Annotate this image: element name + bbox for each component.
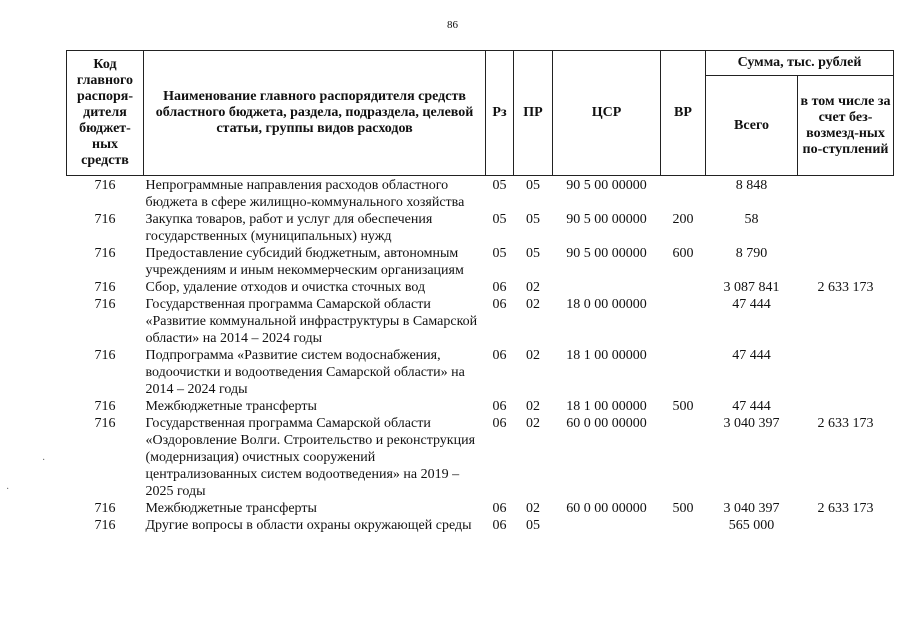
cell-pr: 05 [526,212,540,227]
table-row [67,211,894,245]
table-row [67,517,894,534]
cell-code: 716 [94,297,116,312]
table-body [67,176,894,535]
cell-vr [661,347,706,398]
cell-total: 47 444 [732,348,771,363]
cell-vr [661,279,706,296]
cell-code: 716 [94,246,116,261]
header-code: Код главного распоря-дителя бюджет-ных средств [67,51,144,176]
cell-total: 3 040 397 [723,416,780,431]
header-pr: ПР [514,51,553,176]
cell-total: 47 444 [732,297,771,312]
cell-free [798,398,894,415]
cell-code: 716 [94,399,116,414]
cell-name: Межбюджетные трансферты [145,501,317,516]
cell-total: 47 444 [732,399,771,414]
cell-name: Сбор, удаление отходов и очистка сточных вод [145,280,426,295]
cell-code: 716 [94,212,116,227]
cell-csr: 18 0 00 00000 [566,297,647,312]
cell-total: 3 087 841 [723,280,780,295]
cell-name: Непрограммные направления расходов областного бюджета в сфере жилищно-коммунального хозяйства [145,178,465,210]
cell-rz: 06 [492,518,507,533]
cell-name: Государственная программа Самарской области «Развитие коммунальной инфраструктуры в Самарской области» на 2014 – 2024 годы [145,297,478,346]
cell-total: 58 [744,212,759,227]
cell-total: 565 000 [728,518,775,533]
cell-pr: 02 [526,348,540,363]
cell-rz: 06 [492,297,507,312]
cell-csr: 90 5 00 00000 [566,178,647,193]
cell-csr: 90 5 00 00000 [566,212,647,227]
cell-name: Подпрограмма «Развитие систем водоснабжения, водоочистки и водоотведения Самарской области» на 2014 – 2024 годы [145,348,465,397]
cell-code: 716 [94,416,116,431]
cell-total: 8 790 [735,246,768,261]
cell-free [798,176,894,212]
cell-vr [661,517,706,534]
table-row [67,245,894,279]
cell-vr: 600 [672,246,694,261]
header-sum-group: Сумма, тыс. рублей [706,51,894,76]
cell-name: Предоставление субсидий бюджетным, автономным учреждениям и иным некоммерческим организациям [145,246,464,278]
table-row [67,296,894,347]
budget-expenditure-table [66,50,894,534]
cell-pr: 05 [526,178,540,193]
cell-vr [661,176,706,212]
header-csr: ЦСР [553,51,661,176]
header-vr: ВР [661,51,706,176]
scan-speck: · [6,484,10,495]
header-name: Наименование главного распорядителя средств областного бюджета, раздела, подраздела, целевой статьи, группы видов расходов [144,51,486,176]
cell-total: 3 040 397 [723,501,780,516]
cell-code: 716 [94,518,116,533]
cell-csr: 90 5 00 00000 [566,246,647,261]
cell-pr: 02 [526,501,540,516]
cell-pr: 05 [526,518,540,533]
cell-free [798,517,894,534]
cell-free: 2 633 173 [817,416,874,431]
cell-pr: 02 [526,280,540,295]
cell-vr [661,296,706,347]
cell-total: 8 848 [735,178,768,193]
table-row [67,500,894,517]
header-free: в том числе за счет без-возмезд-ных по-ступлений [798,76,894,176]
cell-rz: 05 [492,212,507,227]
cell-code: 716 [94,501,116,516]
table-row [67,415,894,500]
cell-free: 2 633 173 [817,280,874,295]
cell-pr: 02 [526,297,540,312]
cell-free [798,245,894,279]
cell-rz: 06 [492,416,507,431]
cell-free: 2 633 173 [817,501,874,516]
cell-vr: 500 [672,501,694,516]
table-row [67,347,894,398]
table-row [67,279,894,296]
cell-rz: 05 [492,178,507,193]
cell-pr: 02 [526,399,540,414]
cell-csr: 18 1 00 00000 [566,348,647,363]
cell-vr: 200 [672,212,694,227]
header-rz: Рз [486,51,514,176]
cell-name: Межбюджетные трансферты [145,399,317,414]
cell-rz: 05 [492,246,507,261]
cell-free [798,211,894,245]
cell-free [798,347,894,398]
cell-code: 716 [94,280,116,295]
table-row [67,398,894,415]
cell-free [798,296,894,347]
cell-csr: 60 0 00 00000 [566,416,647,431]
cell-csr: 60 0 00 00000 [566,501,647,516]
cell-code: 716 [94,348,116,363]
cell-rz: 06 [492,280,507,295]
cell-pr: 02 [526,416,540,431]
cell-rz: 06 [492,399,507,414]
cell-name: Закупка товаров, работ и услуг для обеспечения государственных (муниципальных) нужд [145,212,433,244]
cell-csr [553,279,661,296]
cell-csr [553,517,661,534]
scan-speck: · [42,455,46,466]
page-number: 86 [447,19,458,31]
cell-name: Государственная программа Самарской области «Оздоровление Волги. Строительство и реконструкция (модернизация) очистных сооружений централизованных систем водоотведения» на 2019 – 2025 годы [145,416,476,499]
table-row [67,176,894,212]
cell-code: 716 [94,178,116,193]
cell-rz: 06 [492,348,507,363]
cell-rz: 06 [492,501,507,516]
cell-vr: 500 [672,399,694,414]
table-header [67,51,894,176]
cell-name: Другие вопросы в области охраны окружающей среды [145,518,472,533]
cell-pr: 05 [526,246,540,261]
cell-vr [661,415,706,500]
header-total: Всего [706,76,798,176]
cell-csr: 18 1 00 00000 [566,399,647,414]
